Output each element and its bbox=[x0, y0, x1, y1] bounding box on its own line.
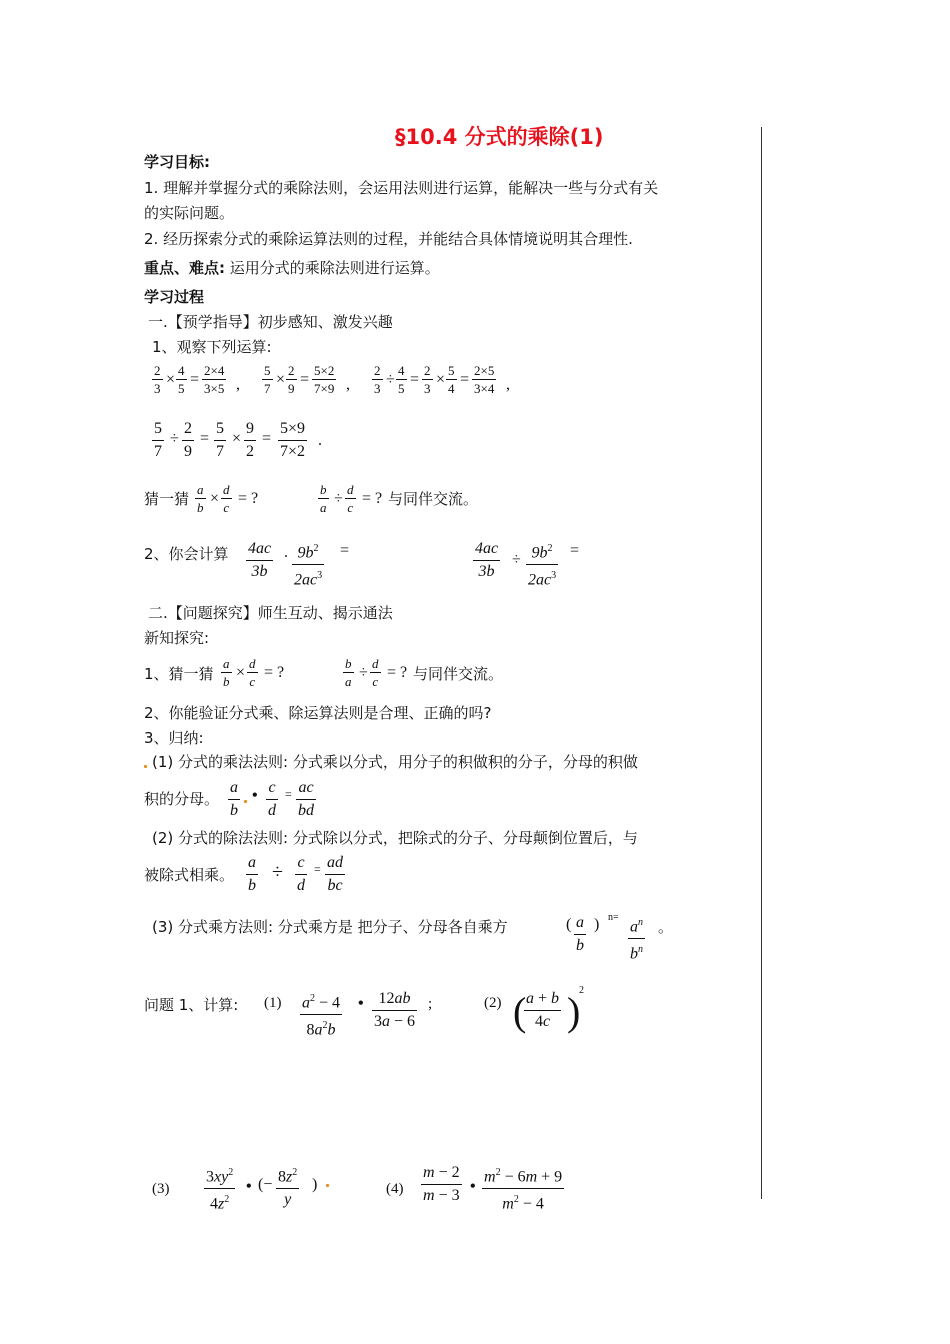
fraction: $\frac{2}{3}$ bbox=[374, 363, 381, 396]
fraction: $\frac{9b^2}{2ac^3}$ bbox=[526, 538, 558, 592]
section1-heading: 一.【预学指导】初步感知、激发兴趣 bbox=[148, 313, 393, 331]
fraction: $\frac{5}{7}$ bbox=[216, 420, 224, 460]
fraction: $\frac{5\times 9}{7\times 2}$ bbox=[280, 420, 306, 460]
section1-q2: 2、你会计算 bbox=[144, 545, 229, 563]
section2-guess: 1、猜一猜 bbox=[144, 665, 214, 683]
fraction: $\frac{2}{3}$ bbox=[424, 363, 431, 396]
margin-line bbox=[761, 127, 762, 1199]
goal-2: 2. 经历探索分式的乘除运算法则的过程，并能结合具体情境说明其合理性. bbox=[144, 230, 633, 248]
fraction: $\frac{a + b}{4c}$ bbox=[526, 990, 560, 1030]
exchange-text-2: 与同伴交流。 bbox=[413, 665, 504, 683]
section1-q1: 1、观察下列运算: bbox=[152, 338, 272, 356]
keypoint bbox=[144, 258, 440, 278]
problem-4-number: (4) bbox=[386, 1181, 404, 1197]
fraction: $\frac{b}{a}$ bbox=[345, 656, 352, 689]
fraction: $\frac{b}{a}$ bbox=[320, 482, 327, 515]
fraction: $\frac{ac}{bd}$ bbox=[298, 779, 314, 819]
fraction: $\frac{9}{2}$ bbox=[246, 420, 254, 460]
process-heading: 学习过程 bbox=[144, 288, 205, 306]
fraction: $\frac{d}{c}$ bbox=[223, 482, 230, 515]
fraction: $\frac{c}{d}$ bbox=[268, 779, 276, 819]
goal-1-line-1: 1. 理解并掌握分式的乘除法则，会运用法则进行运算，能解决一些与分式有关 bbox=[144, 179, 659, 197]
fraction: $\frac{8z^2}{y}$ bbox=[276, 1162, 299, 1211]
goals-heading: 学习目标: bbox=[144, 153, 210, 171]
rule2-line1: (2) 分式的除法法则: 分式除以分式，把除式的分子、分母颠倒位置后，与 bbox=[152, 829, 638, 847]
fraction: $\frac{a^n}{b^n}$ bbox=[628, 912, 645, 966]
fraction: $\frac{4}{5}$ bbox=[178, 363, 185, 396]
fraction: $\frac{c}{d}$ bbox=[297, 854, 305, 894]
problem-3-number: (3) bbox=[152, 1181, 170, 1197]
verify-question: 2、你能验证分式乘、除运算法则是合理、正确的吗? bbox=[144, 704, 492, 722]
fraction: $\frac{a}{b}$ bbox=[576, 914, 584, 954]
separator: ; bbox=[428, 996, 433, 1012]
fraction: $\frac{4ac}{3b}$ bbox=[475, 540, 499, 580]
fraction: $\frac{5}{7}$ bbox=[154, 420, 162, 460]
goal-1-line-2: 的实际问题。 bbox=[144, 204, 235, 222]
rule2-line2: 被除式相乘。 bbox=[144, 866, 235, 884]
fraction: $\frac{m^2 - 6m + 9}{m^2 - 4}$ bbox=[482, 1162, 564, 1216]
fraction: $\frac{a}{b}$ bbox=[223, 656, 230, 689]
fraction: $\frac{2\times 5}{3\times 4}$ bbox=[474, 363, 495, 396]
keypoint-text: 运用分式的乘除法则进行运算。 bbox=[229, 259, 440, 277]
problem-2-number: (2) bbox=[484, 995, 502, 1011]
fraction: $\frac{3xy^2}{4z^2}$ bbox=[204, 1162, 235, 1216]
new-knowledge: 新知探究: bbox=[144, 629, 210, 647]
rule3-end: 。 bbox=[658, 918, 674, 936]
problem-label: 问题 1、计算: bbox=[144, 996, 239, 1014]
rule1-line2: 积的分母。 bbox=[144, 790, 220, 808]
problem-1-number: (1) bbox=[264, 995, 282, 1011]
section2-heading: 二.【问题探究】师生互动、揭示通法 bbox=[148, 604, 393, 622]
rule1-line1: (1) 分式的乘法法则: 分式乘以分式，用分子的积做积的分子，分母的积做 bbox=[152, 753, 638, 771]
mark-dot bbox=[326, 1184, 329, 1187]
page-title: §10.4 分式的乘除(1) bbox=[395, 125, 604, 149]
fraction: $\frac{ad}{bc}$ bbox=[327, 854, 343, 894]
rule3: (3) 分式乘方法则: 分式乘方是 把分子、分母各自乘方 bbox=[152, 918, 508, 936]
fraction: $\frac{d}{c}$ bbox=[249, 656, 256, 689]
fraction: $\frac{a}{b}$ bbox=[230, 779, 238, 819]
fraction: $\frac{4}{5}$ bbox=[398, 363, 405, 396]
fraction: $\frac{a}{b}$ bbox=[248, 854, 256, 894]
fraction: $\frac{4ac}{3b}$ bbox=[248, 540, 272, 580]
mark-dot bbox=[144, 765, 147, 768]
guess-label: 猜一猜 bbox=[144, 490, 190, 508]
fraction: $\frac{m - 2}{m - 3}$ bbox=[423, 1164, 460, 1204]
fraction: $\frac{12ab}{3a - 6}$ bbox=[374, 990, 416, 1030]
fraction: $\frac{5}{4}$ bbox=[448, 363, 455, 396]
fraction: $\frac{5}{7}$ bbox=[264, 363, 271, 396]
keypoint-label: 重点、难点: bbox=[144, 259, 225, 277]
fraction: $\frac{2\times 4}{3\times 5}$ bbox=[204, 363, 225, 396]
exchange-text: 与同伴交流。 bbox=[388, 490, 479, 508]
fraction: $\frac{5\times 2}{7\times 9}$ bbox=[314, 363, 335, 396]
fraction: $\frac{2}{9}$ bbox=[288, 363, 295, 396]
summary-label: 3、归纳: bbox=[144, 729, 204, 747]
fraction: $\frac{9b^2}{2ac^3}$ bbox=[292, 538, 324, 592]
fraction: $\frac{d}{c}$ bbox=[372, 656, 379, 689]
fraction: $\frac{a^2 - 4}{8a^2b}$ bbox=[300, 988, 342, 1042]
fraction: $\frac{d}{c}$ bbox=[347, 482, 354, 515]
fraction: $\frac{a}{b}$ bbox=[197, 482, 204, 515]
fraction: $\frac{2}{3}$ bbox=[154, 363, 161, 396]
fraction: $\frac{2}{9}$ bbox=[184, 420, 192, 460]
mark-dot bbox=[244, 800, 247, 803]
